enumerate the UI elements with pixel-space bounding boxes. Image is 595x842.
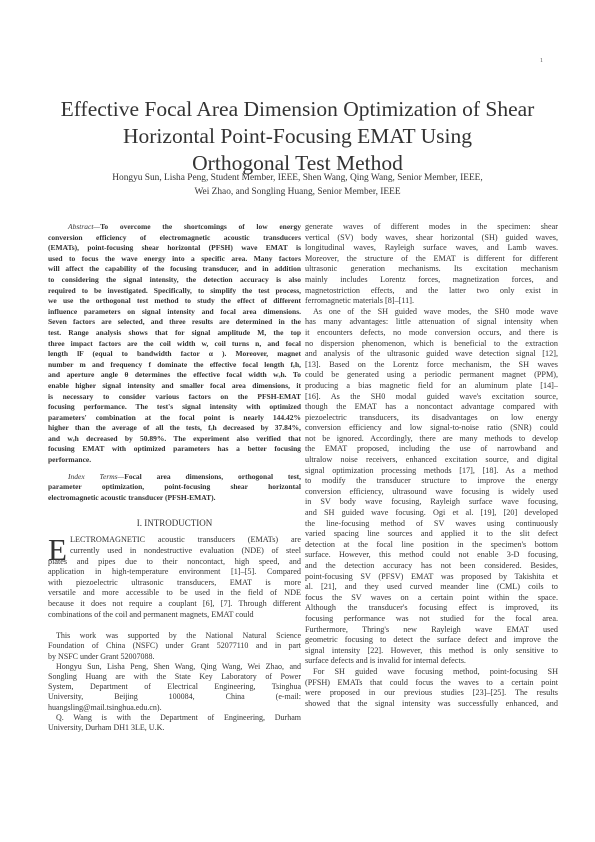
body-line: Furthermore, Thring's new Rayleigh wave EMAT used	[305, 624, 558, 634]
body-line: though the EMAT has a noncontact advantage compared with	[305, 402, 558, 412]
body-line: vertical (SV) body waves, shear horizontal (SH) guided waves,	[305, 232, 558, 242]
title-line: Effective Focal Area Dimension Optimization of Shear	[60, 97, 535, 121]
body-line: [13]. Based on the Lorentz force mechanism, the SH waves	[305, 359, 558, 369]
body-line: surface. However, this method could not enable 3-D focusing,	[305, 550, 558, 560]
footnote-line: University, Durham DH1 3LE, U.K.	[48, 722, 165, 732]
footnote	[48, 631, 301, 733]
body-line: signal intensity [22]. However, this method is only sensitive to	[305, 645, 558, 655]
index-terms-lead: Index Terms—	[68, 471, 125, 481]
index-terms-text: Focal area dimensions, orthogonal test,	[124, 471, 301, 481]
body-line: and analysis of the ultrasonic guided wave detection signal [12],	[305, 349, 558, 359]
footnote-email[interactable]: huangsling@mail.tsinghua.edu.cn).	[48, 702, 162, 712]
abstract-line: will affect the capability of the focusing transducer, and in addition	[48, 264, 301, 274]
footnote-line: by NSFC under Grant 52007088.	[48, 651, 155, 661]
abstract-line: performance.	[48, 455, 92, 465]
abstract-text: To overcome the shortcomings of low energy	[100, 222, 301, 231]
abstract-line: Seven factors are selected, and three results are determined in the	[48, 317, 301, 327]
footnote-line: University, Beijing 100084, China (e-mail:	[48, 692, 301, 702]
body-line: ultrasonic generation mechanisms. Its excitation mechanism	[305, 264, 558, 274]
drop-cap: E	[48, 532, 67, 568]
body-line: For SH guided wave focusing method, point-focusing SH	[313, 666, 558, 676]
abstract-line: test. Range analysis shows that for signal amplitude M, the top	[48, 327, 301, 337]
abstract-line: parameters' combination at the focal point is nearly 144.42%	[48, 412, 301, 422]
abstract-line: and aperture angle θ determines the effective focal width wₑh. To	[48, 370, 301, 380]
abstract-line: and wₑh decreased by 50.89%. The experiment also verified that	[48, 433, 301, 443]
body-line: showed that the signal intensity was successfully enhanced, and	[305, 698, 558, 708]
abstract-line: focusing performance. The test's signal intensity with optimized	[48, 402, 301, 412]
body-line: and SH guided wave focusing. Ogi et al. [19], [20] developed	[305, 508, 558, 518]
index-terms-line: electromagnetic acoustic transducer (PFSH-EMAT).	[48, 492, 216, 502]
body-line: in SV body wave focusing, Rayleigh surface wave focusing,	[305, 497, 558, 507]
body-line: surface defects and is invalid for internal defects.	[305, 656, 466, 666]
body-line: Although the transducer's focusing effect is improved, its	[305, 603, 558, 613]
abstract-line: number m and frequency f dominate the effective focal length fₑh,	[48, 359, 301, 369]
footnote-line: System, Department of Electrical Engineering, Tsinghua	[48, 682, 301, 692]
body-line: [16]. As the SH0 modal guided wave's excitation source,	[305, 391, 558, 401]
body-line: the EMAT proposed, including the use of narrowband and	[305, 444, 558, 454]
abstract-line: we use the orthogonal test method to study the effect of different	[48, 296, 301, 306]
section-heading: I. INTRODUCTION	[136, 518, 213, 529]
body-line: geometric focusing to detect the surface defect and improve the	[305, 635, 558, 645]
intro-line: versatile and more accessible to be used in the field of NDE	[48, 588, 301, 598]
abstract-line: influence parameters on signal intensity and focal area dimensions.	[48, 306, 301, 316]
body-line: ferromagnetic materials [8]–[11].	[305, 296, 415, 306]
body-line: varied spacing line sources and applied it to the slit defect	[305, 529, 558, 539]
abstract-line: focusing EMAT with optimized parameters has a better focusing	[48, 444, 301, 454]
intro-line: LECTROMAGNETIC acoustic transducers (EMATs) are	[70, 535, 301, 545]
index-terms	[48, 472, 301, 504]
author-list	[60, 172, 535, 199]
body-line: conversion efficiency and low signal-to-noise ratio (SNR) could	[305, 423, 558, 433]
body-line: producing a bias magnetic field for an aluminum plate [14]–	[305, 380, 558, 390]
body-line: mainly includes Lorentz forces, magnetization forces, and	[305, 274, 558, 284]
intro-line: with piezoelectric ultrasonic transducers, EMAT is more	[48, 577, 301, 587]
authors-line: Hongyu Sun, Lisha Peng, Student Member, IEEE, Shen Wang, Qing Wang, Senior Member, IEEE,	[112, 173, 483, 183]
abstract-line: used to focus the wave energy into a specific area. Many factors	[48, 253, 301, 263]
page-number: 1	[540, 58, 543, 64]
title-line: Horizontal Point-Focusing EMAT Using	[123, 124, 472, 148]
footnote-line: Songling Huang are with the State Key Laboratory of Power	[48, 671, 301, 681]
body-line: Moreover, the structure of the EMAT is different for different	[305, 253, 558, 263]
index-terms-line	[48, 472, 301, 483]
footnote-line: Q. Wang is with the Department of Engineering, Durham	[56, 712, 301, 722]
abstract-line: required to be investigated. Specifically, to simplify the test process,	[48, 285, 301, 295]
paper-title	[40, 96, 555, 177]
abstract-line: higher than the average of all the tests, fₑh decreased by 37.84%,	[48, 423, 301, 433]
abstract-line: three impact factors are the coil width w, coil turns n, and focal	[48, 338, 301, 348]
body-line: magnetostriction effects, and the latter two only exist in	[305, 285, 558, 295]
body-line: it encounters defects, no mode conversion occurs, and there is	[305, 327, 558, 337]
abstract-lead: Abstract—	[68, 222, 101, 231]
body-line: could be generated using a periodic permanent magnet (PPM),	[305, 370, 558, 380]
body-line: generate waves of different modes in the specimen: shear	[305, 222, 558, 231]
body-line: piezoelectric transducers, its disadvantages on low energy	[305, 412, 558, 422]
intro-line: plates and pipes due to their noncontact, high speed, and	[48, 556, 301, 566]
intro-line: combinations of the coil and permanent magnets, EMAT could	[48, 609, 254, 619]
footnote-line: This work was supported by the National Natural Science	[56, 631, 301, 641]
footnote-line: Hongyu Sun, Lisha Peng, Shen Wang, Qing Wang, Wei Zhao, and	[56, 661, 301, 671]
body-line: al. [21], and they used curved meander line (CML) coils to	[305, 582, 558, 592]
introduction	[48, 532, 301, 620]
body-line: As one of the SH guided wave modes, the SH0 mode wave	[313, 306, 558, 316]
abstract-line: (EMATs), point-focusing shear horizontal (PFSH) wave EMAT is	[48, 243, 301, 253]
abstract	[48, 222, 301, 466]
intro-line: application in high-temperature environment [1]–[5]. Compared	[48, 567, 301, 577]
abstract-line	[48, 222, 301, 233]
footnote-line: Foundation of China (NSFC) under Grant 52077110 and in part	[48, 641, 301, 651]
body-line: the line-focusing method of SV waves using continuously	[305, 518, 558, 528]
body-line: has many advantages: little attenuation of signal intensity when	[305, 317, 558, 327]
authors-line: Wei Zhao, and Songling Huang, Senior Member, IEEE	[194, 186, 401, 197]
title-line: Orthogonal Test Method	[192, 151, 403, 175]
body-line: focusing performance was not studied for the focal area.	[305, 613, 558, 623]
body-line: not be ignored. Accordingly, there are many methods to develop	[305, 433, 558, 443]
body-line: were proposed in our previous studies [23]–[25]. The results	[305, 688, 558, 698]
index-terms-line: parameter optimization, point-focusing shear horizontal	[48, 482, 301, 492]
left-column	[48, 222, 301, 733]
body-line: (PFSH) EMATs that could focus the waves to a certain point	[305, 677, 558, 687]
intro-line: because it does not require a couplant [6], [7]. Through different	[48, 599, 301, 608]
body-line: detection at the focal line position in the specimen's bottom	[305, 539, 558, 549]
abstract-line: enable higher signal intensity and smaller focal area dimensions, it	[48, 380, 301, 390]
body-line: conversion efficiency, ultrasound wave focusing is widely used	[305, 486, 558, 496]
abstract-line: to considering the signal intensity, the detection accuracy is also	[48, 274, 301, 284]
abstract-line: is necessary to consider various factors on the PFSH-EMAT	[48, 391, 301, 401]
body-line: no dispersion phenomenon, which is beneficial to the extraction	[305, 338, 558, 348]
body-line: point-focusing SV (PFSV) EMAT was proposed by Takishita et	[305, 571, 558, 581]
abstract-line: conversion efficiency of electromagnetic acoustic transducers	[48, 232, 301, 242]
body-line: signal optimization processing methods [17], [18]. As a method	[305, 465, 558, 475]
intro-line: currently used in nondestructive evaluation (NDE) of steel	[70, 546, 301, 556]
body-line: focus the SV waves on a certain point within the space.	[305, 592, 558, 602]
body-line: ultralow noise receivers, enhanced excitation source, and digital	[305, 455, 558, 465]
right-column	[305, 222, 558, 709]
body-line: and the detection accuracy has not been considered. Besides,	[305, 561, 558, 570]
abstract-line: length lF (equal to bandwidth factor α ). Moreover, magnet	[48, 349, 301, 359]
body-line: to modify the transducer structure to improve the energy	[305, 476, 558, 486]
body-line: longitudinal waves, Rayleigh surface waves, and Lamb waves.	[305, 243, 558, 253]
